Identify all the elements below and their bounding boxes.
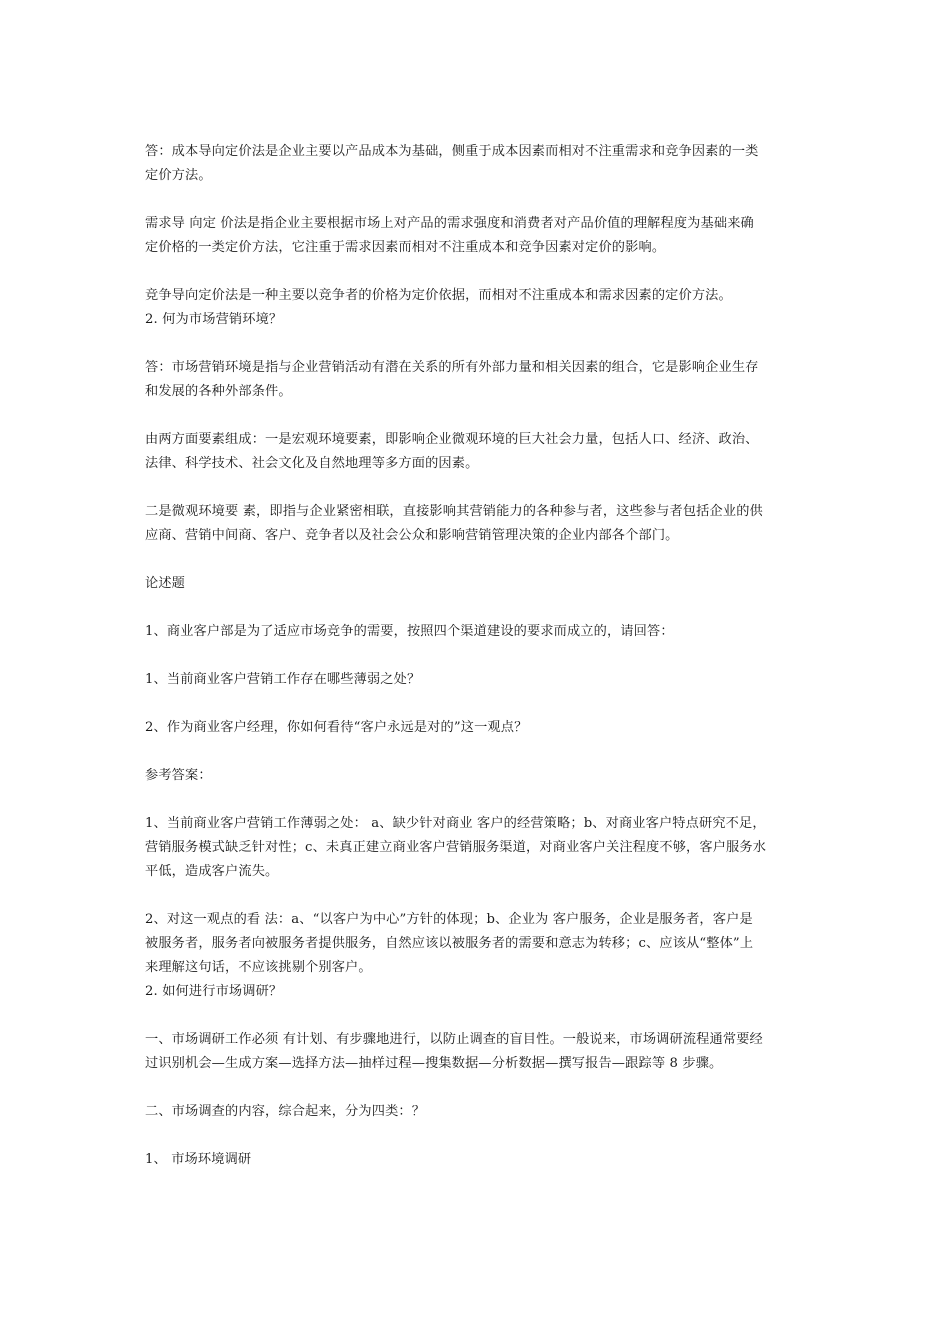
paragraph-line: 法律、科学技术、社会文化及自然地理等多方面的因素。 bbox=[145, 456, 479, 471]
paragraph-line: 由两方面要素组成：一是宏观环境要素，即影响企业微观环境的巨大社会力量，包括人口、经济、政治、 bbox=[145, 432, 759, 447]
paragraph-line: 竞争导向定价法是一种主要以竞争者的价格为定价依据，而相对不注重成本和需求因素的定价方法。 bbox=[145, 288, 732, 303]
paragraph-line: 定价格的一类定价方法，它注重于需求因素而相对不注重成本和竞争因素对定价的影响。 bbox=[145, 240, 666, 255]
paragraph-line: 参考答案： bbox=[145, 768, 212, 783]
paragraph-line: 应商、营销中间商、客户、竞争者以及社会公众和影响营销管理决策的企业内部各个部门。 bbox=[145, 528, 679, 543]
paragraph-line: 1、商业客户部是为了适应市场竞争的需要，按照四个渠道建设的要求而成立的，请回答： bbox=[145, 624, 674, 639]
paragraph-line: 平低，造成客户流失。 bbox=[145, 864, 279, 879]
paragraph-line: 来理解这句话，不应该挑剔个别客户。 bbox=[145, 960, 372, 975]
paragraph-line: 二、市场调查的内容，综合起来，分为四类：？ bbox=[145, 1104, 426, 1119]
section-heading: 论述题 bbox=[145, 576, 186, 591]
paragraph-line: 被服务者，服务者向被服务者提供服务，自然应该以被服务者的需要和意志为转移；c、应该从“整体”上 bbox=[145, 936, 754, 951]
paragraph-line: 和发展的各种外部条件。 bbox=[145, 384, 292, 399]
paragraph-line: 营销服务模式缺乏针对性；c、未真正建立商业客户营销服务渠道，对商业客户关注程度不够，客户服务水 bbox=[145, 840, 767, 855]
paragraph-line: 一、市场调研工作必须 有计划、有步骤地进行，以防止调查的盲目性。一般说来，市场调研流程通常要经 bbox=[145, 1032, 763, 1047]
paragraph-line: 需求导 向定 价法是指企业主要根据市场上对产品的需求强度和消费者对产品价值的理解程度为基础来确 bbox=[145, 216, 754, 231]
paragraph-line: 过识别机会—生成方案—选择方法—抽样过程—搜集数据—分析数据—撰写报告—跟踪等 8 步骤。 bbox=[145, 1056, 723, 1071]
paragraph-line: 2、对这一观点的看 法：a、“以客户为中心”方针的体现；b、企业为 客户服务，企业是服务者，客户是 bbox=[145, 912, 753, 927]
paragraph-line: 答：市场营销环境是指与企业营销活动有潜在关系的所有外部力量和相关因素的组合，它是影响企业生存 bbox=[145, 360, 759, 375]
paragraph-line: 定价方法。 bbox=[145, 168, 212, 183]
paragraph-line: 2、作为商业客户经理，你如何看待“客户永远是对的”这一观点？ bbox=[145, 720, 528, 735]
paragraph-line: 1、 市场环境调研 bbox=[145, 1152, 252, 1167]
paragraph-line: 1、当前商业客户营销工作薄弱之处： a、缺少针对商业 客户的经营策略；b、对商业客户特点研究不足， bbox=[145, 816, 766, 831]
paragraph-line: 答：成本导向定价法是企业主要以产品成本为基础，侧重于成本因素而相对不注重需求和竞争因素的一类 bbox=[145, 144, 759, 159]
question-heading: 2. 何为市场营销环境？ bbox=[145, 312, 283, 327]
question-heading: 2. 如何进行市场调研？ bbox=[145, 984, 283, 999]
paragraph-line: 1、当前商业客户营销工作存在哪些薄弱之处？ bbox=[145, 672, 421, 687]
paragraph-line: 二是微观环境要 素，即指与企业紧密相联，直接影响其营销能力的各种参与者，这些参与者包括企业的供 bbox=[145, 504, 763, 519]
